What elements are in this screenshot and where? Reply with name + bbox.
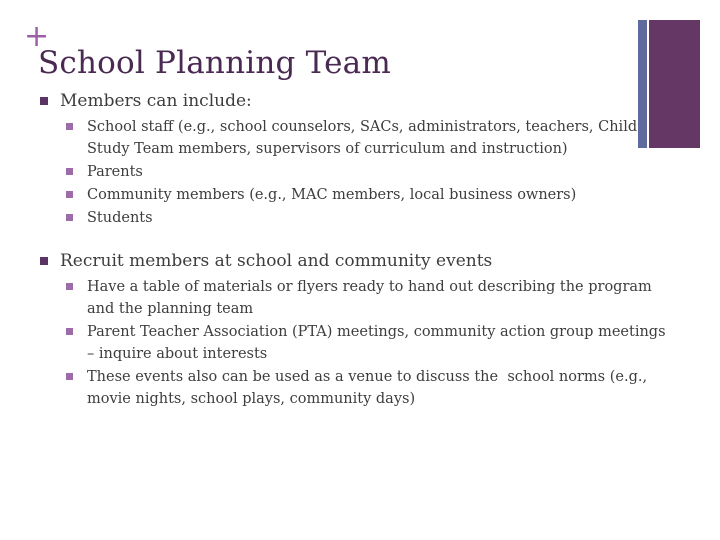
slide-body [40,90,670,411]
square-bullet-icon [66,276,87,290]
sub-bullet-list [40,116,670,229]
bullet-level2-label: School staff (e.g., school counselors, SACs, administrators, teachers, Child Study Team members, supervisors of curriculum and instruction) [87,119,642,157]
bullet-level2-label: Parents [87,164,143,180]
content-section [40,90,670,229]
bullet-level2-label: Students [87,210,153,226]
plus-icon: + [24,19,50,54]
bullet-level2-label: These events also can be used as a venue to discuss the school norms (e.g., movie nights, school plays, community days) [87,369,652,407]
bullet-level2 [66,184,670,206]
square-bullet-icon [66,321,87,335]
bullet-level2 [66,321,670,365]
square-bullet-icon [40,90,60,105]
bullet-level2 [66,207,670,229]
square-bullet-icon [66,207,87,221]
square-bullet-icon [66,366,87,380]
bullet-level1-label: Members can include: [60,91,252,111]
bullet-level2 [66,116,670,160]
bullet-level2 [66,366,670,410]
square-bullet-icon [66,184,87,198]
bullet-level2-label: Community members (e.g., MAC members, local business owners) [87,187,577,203]
square-bullet-icon [40,250,60,265]
square-bullet-icon [66,116,87,130]
bullet-level2-label: Have a table of materials or flyers ready to hand out describing the program and the planning team [87,279,657,317]
sub-bullet-list [40,276,670,410]
bullet-level2 [66,161,670,183]
square-bullet-icon [66,161,87,175]
section-spacer [40,230,670,250]
bullet-level2 [66,276,670,320]
content-section [40,250,670,410]
bullet-level2-label: Parent Teacher Association (PTA) meetings, community action group meetings – inquire about interests [87,324,671,362]
bullet-level1 [40,250,670,273]
page-title: School Planning Team [38,45,391,81]
bullet-level1-label: Recruit members at school and community events [60,251,493,271]
bullet-level1 [40,90,670,113]
